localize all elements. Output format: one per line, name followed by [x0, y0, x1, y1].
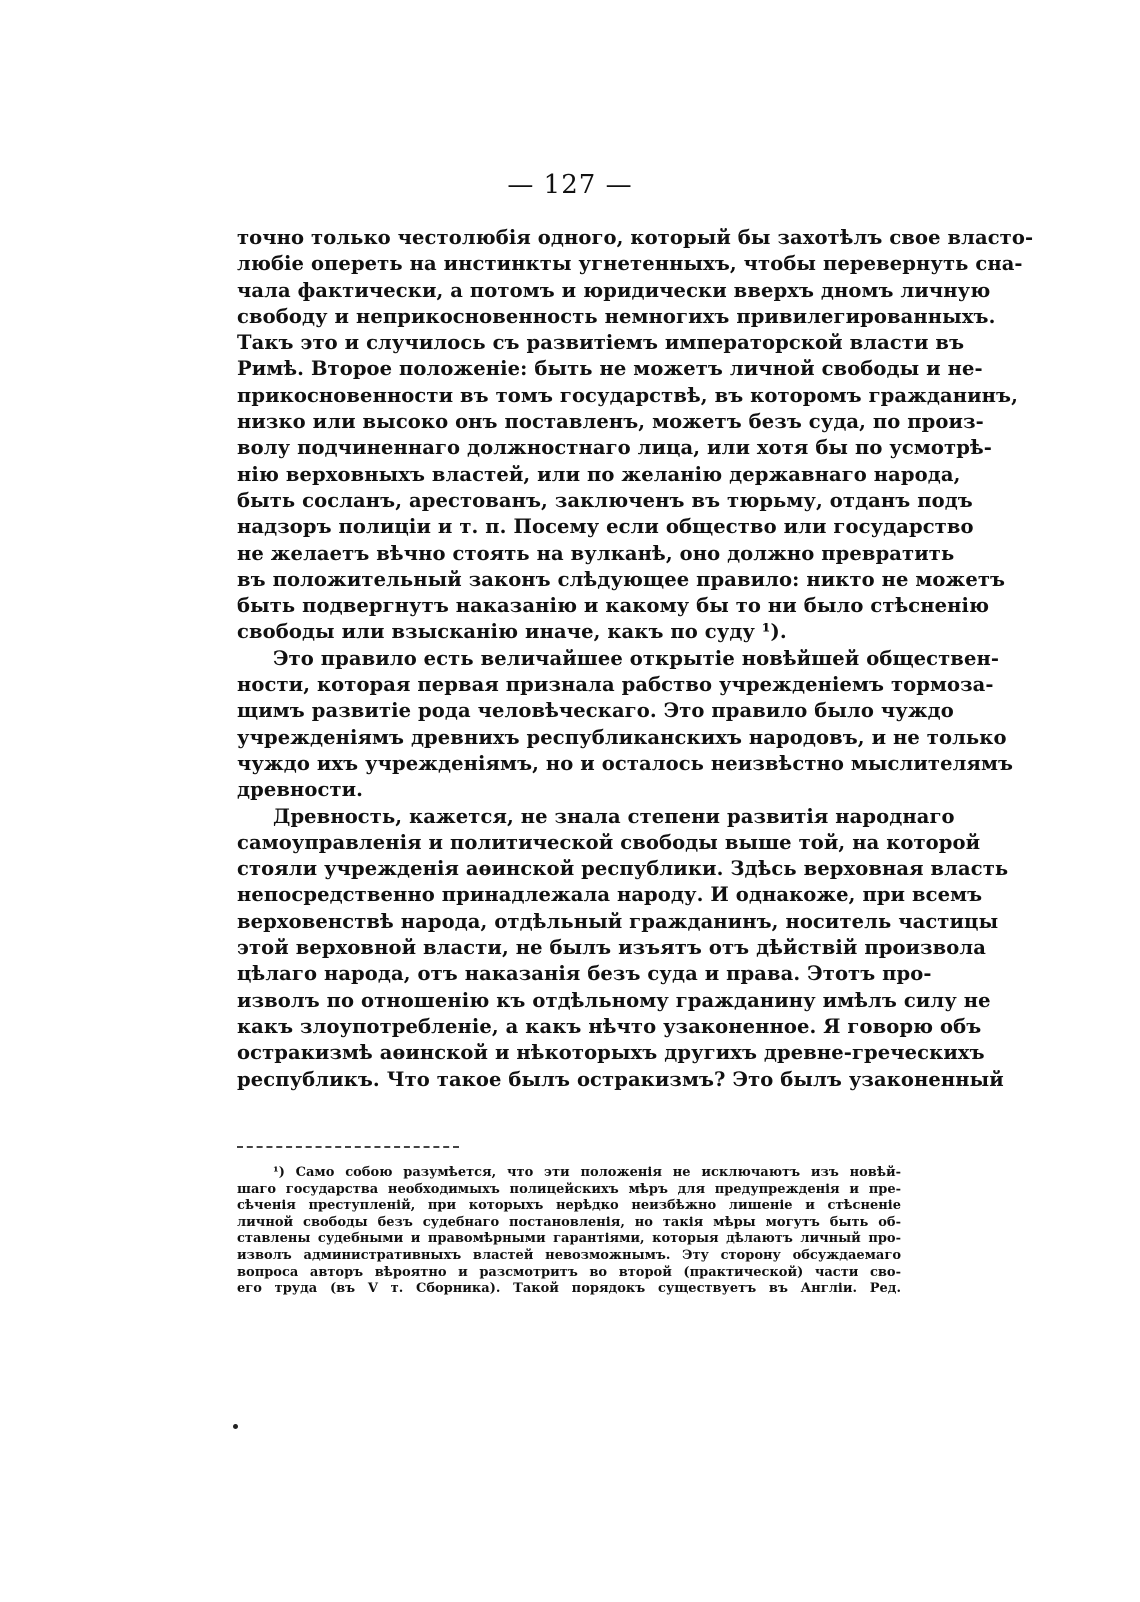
text-line: непосредственно принадлежала народу. И однакоже, при всемъ — [237, 883, 983, 907]
text-line: древности. — [237, 778, 364, 802]
text-line: изволъ по отношенію къ отдѣльному гражданину имѣлъ силу не — [237, 988, 991, 1012]
text-line: остракизмѣ аѳинской и нѣкоторыхъ другихъ древне-греческихъ — [237, 1041, 985, 1065]
scan-speck — [233, 1424, 238, 1429]
text-line: волу подчиненнаго должностнаго лица, или хотя бы по усмотрѣ- — [237, 436, 992, 460]
text-line: прикосновенности въ томъ государствѣ, въ которомъ гражданинъ, — [237, 383, 1018, 407]
footnote-line: сѣченія преступленій, при которыхъ нерѣдко неизбѣжно лишеніе и стѣсненіе — [237, 1198, 901, 1214]
text-line: этой верховной власти, не былъ изъятъ отъ дѣйствій произвола — [237, 936, 986, 960]
text-line: щимъ развитіе рода человѣческаго. Это правило было чуждо — [237, 699, 954, 723]
text-line: республикъ. Что такое былъ остракизмъ? Это былъ узаконенный — [237, 1067, 1004, 1091]
text-line: учрежденіямъ древнихъ республиканскихъ народовъ, и не только — [237, 725, 1007, 749]
text-line: нію верховныхъ властей, или по желанію державнаго народа, — [237, 462, 961, 486]
text-line: быть сосланъ, арестованъ, заключенъ въ тюрьму, отданъ подъ — [237, 488, 973, 512]
text-line: быть подвергнутъ наказанію и какому бы то ни было стѣсненію — [237, 594, 990, 618]
text-line: низко или высоко онъ поставленъ, можетъ безъ суда, по произ- — [237, 410, 984, 434]
text-line: цѣлаго народа, отъ наказанія безъ суда и права. Этотъ про- — [237, 962, 932, 986]
footnote-line: его труда (въ V т. Сборника). Такой порядокъ существуетъ въ Англіи. Ред. — [237, 1281, 901, 1297]
paragraph-start-line: Это правило есть величайшее открытіе новѣйшей обществен- — [273, 646, 1000, 670]
text-line: Римѣ. Второе положеніе: быть не можетъ личной свободы и не- — [237, 357, 983, 381]
text-line: любіе опереть на инстинкты угнетенныхъ, чтобы перевернуть сна- — [237, 252, 1023, 276]
footnote-line: ставлены судебными и правомѣрными гарантіями, которыя дѣлаютъ личный про- — [237, 1231, 901, 1247]
footnote-line: вопроса авторъ вѣроятно и разсмотритъ во второй (практической) части сво- — [237, 1264, 901, 1280]
text-line: свободу и неприкосновенность немногихъ привилегированныхъ. — [237, 304, 996, 328]
text-line: въ положительный законъ слѣдующее правило: никто не можетъ — [237, 567, 1006, 591]
paragraph-start-line: Древность, кажется, не знала степени развитія народнаго — [273, 804, 955, 828]
text-line: надзоръ полиціи и т. п. Посему если общество или государство — [237, 515, 974, 539]
footnote-divider — [237, 1146, 459, 1148]
footnote — [237, 1165, 901, 1298]
text-line: верховенствѣ народа, отдѣльный гражданинъ, носитель частицы — [237, 909, 999, 933]
footnote-line: шаго государства необходимыхъ полицейскихъ мѣръ для предупрежденія и пре- — [237, 1181, 901, 1197]
text-line: не желаетъ вѣчно стоять на вулканѣ, оно должно превратить — [237, 541, 955, 565]
text-line: ности, которая первая признала рабство учрежденіемъ тормоза- — [237, 673, 994, 697]
text-line: чуждо ихъ учрежденіямъ, но и осталось неизвѣстно мыслителямъ — [237, 751, 1014, 775]
text-line: чала фактически, а потомъ и юридически вверхъ дномъ личную — [237, 278, 991, 302]
text-line: самоуправленія и политической свободы выше той, на которой — [237, 830, 981, 854]
text-line: свободы или взысканію иначе, какъ по суду ¹). — [237, 620, 787, 644]
text-line: точно только честолюбія одного, который бы захотѣлъ свое власто- — [237, 226, 1034, 249]
body-text — [237, 225, 1034, 1093]
page-number: — 127 — — [507, 170, 633, 200]
text-line: стояли учрежденія аѳинской республики. Здѣсь верховная власть — [237, 857, 1009, 881]
footnote-line: личной свободы безъ судебнаго постановленія, но такія мѣры могутъ быть об- — [237, 1214, 901, 1230]
footnote-line: изволъ административныхъ властей невозможнымъ. Эту сторону обсуждаемаго — [237, 1247, 901, 1263]
footnote-line: ¹) Само собою разумѣется, что эти положенія не исключаютъ изъ новѣй- — [273, 1165, 901, 1180]
text-line: Такъ это и случилось съ развитіемъ императорской власти въ — [237, 331, 965, 355]
text-line: какъ злоупотребленіе, а какъ нѣчто узаконенное. Я говорю объ — [237, 1014, 982, 1038]
